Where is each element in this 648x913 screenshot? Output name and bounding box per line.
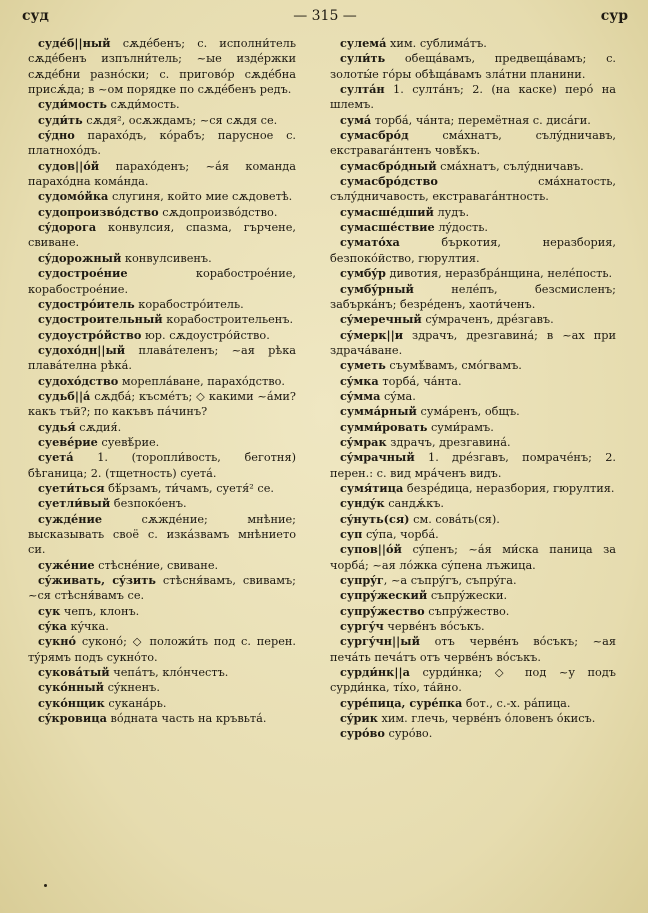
entry-headword: сурди́нк||а bbox=[340, 665, 410, 680]
entry-translation: сѫдбá; късмéтъ; ◇ какими ~áми? какъ тъй?; по какъвъ пáчинъ? bbox=[28, 389, 296, 419]
dictionary-entry bbox=[28, 573, 296, 604]
entry-translation: смáхнатость, сълýдничавость, екстравагáнтность. bbox=[330, 175, 616, 204]
entry-headword: сумá bbox=[340, 112, 372, 127]
entry-headword: сýдорожный bbox=[38, 250, 122, 265]
entry-headword: суетá bbox=[38, 450, 74, 465]
entry-headword: суети́ться bbox=[38, 480, 105, 495]
entry-translation: смáхнатъ, сълýдничавъ. bbox=[436, 159, 584, 173]
entry-headword: сýка bbox=[38, 619, 67, 634]
dictionary-entry bbox=[28, 189, 296, 204]
entry-translation: здрачъ, дрезгавинá; в ~ах при здрачáване. bbox=[330, 328, 616, 357]
entry-headword: суди́мость bbox=[38, 97, 107, 112]
entry-translation: чепáтъ, клóнчестъ. bbox=[109, 666, 229, 680]
entry-translation: хим. глечь, червéнъ óловенъ óкисъ. bbox=[377, 712, 596, 726]
dictionary-entry bbox=[330, 604, 616, 619]
entry-headword: судохóдн||ый bbox=[38, 342, 126, 357]
dictionary-entry bbox=[28, 665, 296, 680]
entry-translation: бъркотия, неразбория, безпокóйство, гюрултия. bbox=[330, 236, 616, 265]
entry-headword: супрýжеский bbox=[340, 588, 428, 603]
entry-translation: сурди́нка; ◇ под ~у подъ сурди́нка, тíхо, тáйно. bbox=[330, 666, 616, 695]
entry-headword: сумасшéдший bbox=[340, 204, 434, 219]
entry-translation: хим. сублимáтъ. bbox=[386, 37, 487, 50]
page-header bbox=[22, 8, 628, 30]
dictionary-entry bbox=[330, 235, 616, 266]
entry-translation: суевѣ́рие. bbox=[97, 435, 160, 449]
entry-translation: кýчка. bbox=[66, 620, 109, 634]
dictionary-entry bbox=[28, 312, 296, 327]
entry-headword: суди́ть bbox=[38, 112, 83, 127]
entry-translation: суконó; ◇ положи́ть под с. перен. тýрямъ подъ сукнóто. bbox=[28, 635, 296, 664]
right-column bbox=[330, 36, 616, 742]
entry-translation: здрачъ, дрезгавинá. bbox=[386, 435, 511, 449]
entry-translation: сýпенъ; ~áя ми́ска паница за чорбá; ~ая лóжка сýпена лъжица. bbox=[330, 543, 616, 572]
dictionary-entry bbox=[330, 205, 616, 220]
dictionary-entry bbox=[330, 36, 616, 51]
entry-translation: 1. (торопли́вость, беготня) бѣганица; 2. (тщетность) суетá. bbox=[28, 451, 296, 480]
dictionary-entry bbox=[28, 97, 296, 112]
dictionary-entry bbox=[330, 726, 616, 741]
entry-headword: сýмеречный bbox=[340, 312, 422, 327]
dictionary-entry bbox=[28, 696, 296, 711]
entry-headword: суп bbox=[340, 527, 363, 541]
dictionary-entry bbox=[28, 481, 296, 496]
entry-headword: сукóнщик bbox=[38, 695, 105, 710]
entry-translation: сумáренъ, общъ. bbox=[416, 405, 520, 419]
entry-headword: сули́ть bbox=[340, 51, 386, 66]
dictionary-entry bbox=[330, 113, 616, 128]
dictionary-entry bbox=[330, 358, 616, 373]
entry-headword: сýмерк||и bbox=[340, 327, 404, 342]
entry-translation: безпокóенъ. bbox=[110, 497, 187, 511]
dictionary-entry bbox=[330, 220, 616, 235]
entry-translation: чепъ, клонъ. bbox=[60, 604, 140, 618]
entry-headword: сýкровица bbox=[38, 711, 107, 726]
entry-headword: сукóнный bbox=[38, 680, 105, 695]
dictionary-entry bbox=[330, 527, 616, 542]
dictionary-entry bbox=[28, 328, 296, 343]
dictionary-entry bbox=[330, 266, 616, 281]
entry-translation: сандѫ́къ. bbox=[384, 497, 445, 511]
dictionary-entry bbox=[330, 619, 616, 634]
entry-headword: судохóдство bbox=[38, 373, 119, 388]
dictionary-entry bbox=[28, 619, 296, 634]
dictionary-entry bbox=[330, 128, 616, 159]
entry-translation: стѣснéние, свиване. bbox=[94, 558, 219, 572]
dictionary-entry bbox=[330, 328, 616, 359]
entry-headword: судéб||ный bbox=[38, 36, 111, 50]
dictionary-entry bbox=[330, 282, 616, 313]
entry-translation: см. совáть(ся). bbox=[409, 512, 500, 526]
dictionary-entry bbox=[28, 420, 296, 435]
entry-headword: сýживать, сýзить bbox=[38, 573, 156, 588]
header-left-guideword: суд bbox=[22, 8, 49, 24]
dictionary-entry bbox=[330, 174, 616, 205]
entry-headword: сужéние bbox=[38, 557, 95, 572]
entry-headword: сумасбрóдный bbox=[340, 158, 437, 173]
header-right-guideword: сур bbox=[600, 8, 628, 24]
entry-headword: сумбýрный bbox=[340, 281, 414, 296]
dictionary-entry bbox=[28, 435, 296, 450]
entry-translation: безрéдица, неразбория, гюрултия. bbox=[403, 481, 615, 495]
dictionary-entry bbox=[330, 420, 616, 435]
dictionary-entry bbox=[28, 251, 296, 266]
entry-translation: сурóво. bbox=[384, 727, 433, 741]
entry-translation: слугиня, който мие сѫдоветѣ. bbox=[108, 190, 293, 204]
entry-headword: судомо́йка bbox=[38, 189, 109, 204]
dictionary-entry bbox=[28, 496, 296, 511]
entry-headword: сулемá bbox=[340, 36, 387, 50]
dictionary-entry bbox=[330, 634, 616, 665]
entry-translation: конвулсия, спазма, гърчене, свиване. bbox=[28, 221, 296, 250]
entry-translation: парахóденъ; ~áя команда парахóдна комáнда. bbox=[28, 159, 296, 189]
entry-headword: супрýжество bbox=[340, 603, 425, 618]
entry-headword: сундýк bbox=[340, 496, 385, 511]
dictionary-entry bbox=[330, 588, 616, 603]
entry-translation: стѣсня́вамъ, свивамъ; ~ся стѣсня́вамъ се. bbox=[28, 574, 296, 603]
entry-translation: смáхнатъ, сълýдничавъ, екстравагáнтенъ човѣ́къ. bbox=[330, 129, 616, 158]
entry-translation: лýдость. bbox=[434, 221, 488, 235]
entry-translation: дивотия, неразбрáнщина, нелéпость. bbox=[385, 267, 613, 281]
entry-translation: съпрýжество. bbox=[424, 604, 510, 618]
dictionary-entry bbox=[330, 711, 616, 726]
entry-headword: сумбýр bbox=[340, 266, 386, 281]
dictionary-entry bbox=[330, 481, 616, 496]
dictionary-entry bbox=[330, 450, 616, 481]
dictionary-entry bbox=[28, 297, 296, 312]
dictionary-entry bbox=[330, 512, 616, 527]
entry-headword: суетли́вый bbox=[38, 496, 111, 511]
dictionary-entry bbox=[330, 573, 616, 588]
entry-translation: 1. султáнъ; 2. (на каске) перó на шлемъ. bbox=[330, 83, 616, 112]
dictionary-entry bbox=[330, 496, 616, 511]
entry-headword: суматóха bbox=[340, 235, 400, 250]
dictionary-entry bbox=[28, 680, 296, 695]
entry-translation: , ~а съпрýгъ, съпрýга. bbox=[383, 574, 517, 588]
entry-headword: супов||óй bbox=[340, 542, 402, 557]
entry-translation: сѫдопроизвóдство. bbox=[158, 205, 278, 219]
entry-translation: нелéпъ, безсмисленъ; забъркáнъ; безрéденъ, хаоти́ченъ. bbox=[330, 282, 616, 311]
dictionary-entry bbox=[330, 159, 616, 174]
entry-headword: сумя́тица bbox=[340, 480, 404, 495]
entry-headword: супрýг bbox=[340, 573, 384, 588]
dictionary-entry bbox=[330, 82, 616, 113]
left-column bbox=[28, 36, 296, 726]
entry-headword: судоустрóйство bbox=[38, 327, 142, 342]
entry-translation: корабостроительенъ. bbox=[162, 313, 294, 327]
entry-headword: суммáрный bbox=[340, 404, 417, 419]
dictionary-entry bbox=[28, 512, 296, 558]
dictionary-entry bbox=[28, 634, 296, 665]
dictionary-entry bbox=[330, 51, 616, 82]
dictionary-entry bbox=[28, 266, 296, 297]
entry-headword: суевéрие bbox=[38, 434, 98, 449]
entry-translation: сѫдéбенъ; с. исполни́тель сѫдéбенъ изпълни́тель; ~ые издéржки сѫдéбни разно́ски; с. приговóр сѫдéбна присѫ́да; в ~ом порядке по сѫдéбенъ редъ. bbox=[28, 37, 296, 97]
dictionary-entry bbox=[28, 128, 296, 159]
entry-translation: сýма. bbox=[380, 389, 416, 403]
entry-headword: сук bbox=[38, 603, 61, 618]
entry-translation: сѫдия́. bbox=[75, 420, 122, 434]
entry-translation: 1. дрéзгавъ, помрачéнъ; 2. перен.: с. вид мрáченъ видъ. bbox=[330, 451, 616, 480]
entry-headword: сýдорога bbox=[38, 220, 97, 235]
entry-translation: торбá, чáнта. bbox=[378, 374, 462, 388]
entry-translation: червéнъ вóсъкъ. bbox=[383, 620, 485, 634]
entry-translation: мореплáване, парахóдство. bbox=[118, 374, 285, 388]
entry-headword: сýмка bbox=[340, 373, 379, 388]
entry-headword: сурéпица, сурéпка bbox=[340, 695, 463, 710]
entry-headword: судостроительный bbox=[38, 312, 163, 327]
entry-translation: бот., с.-х. рáпица. bbox=[462, 696, 571, 710]
entry-translation: обещáвамъ, предвещáвамъ; с. золоты́е гóры обѣщáвамъ злáтни планини. bbox=[330, 52, 616, 81]
entry-translation: съпрýжески. bbox=[427, 589, 508, 603]
entry-translation: вóдната часть на кръвьтá. bbox=[106, 712, 267, 726]
entry-translation: плавáтеленъ; ~ая рѣка плавáтелна рѣкá. bbox=[28, 343, 296, 373]
dictionary-entry bbox=[28, 343, 296, 374]
entry-translation: сýкненъ. bbox=[104, 681, 160, 695]
dictionary-entry bbox=[330, 374, 616, 389]
dictionary-entry bbox=[330, 696, 616, 711]
entry-headword: сýнуть(ся) bbox=[340, 511, 410, 526]
dictionary-entry bbox=[330, 542, 616, 573]
entry-translation: сýмраченъ, дрéзгавъ. bbox=[421, 313, 554, 327]
dictionary-entry bbox=[28, 36, 296, 97]
dictionary-entry bbox=[28, 205, 296, 220]
entry-headword: сурóво bbox=[340, 726, 385, 741]
entry-headword: сýдно bbox=[38, 128, 75, 143]
entry-headword: сургýч bbox=[340, 619, 384, 634]
entry-headword: судострóитель bbox=[38, 296, 135, 311]
entry-translation: корабострóитель. bbox=[134, 297, 244, 311]
dictionary-entry bbox=[330, 389, 616, 404]
dictionary-entry bbox=[28, 113, 296, 128]
dictionary-entry bbox=[28, 159, 296, 190]
dictionary-entry bbox=[330, 435, 616, 450]
entry-translation: суми́рамъ. bbox=[427, 420, 494, 434]
entry-headword: суковáтый bbox=[38, 665, 110, 680]
entry-headword: суждéние bbox=[38, 511, 103, 526]
entry-headword: сýмрак bbox=[340, 434, 387, 449]
entry-translation: юр. сѫдоустрóйство. bbox=[141, 328, 270, 342]
dictionary-entry bbox=[28, 389, 296, 420]
entry-translation: торбá, чáнта; перемётная с. дисáги. bbox=[371, 113, 591, 127]
entry-headword: судостроéние bbox=[38, 266, 128, 281]
dictionary-entry bbox=[28, 711, 296, 726]
entry-headword: сýмма bbox=[340, 388, 381, 403]
entry-headword: султáн bbox=[340, 82, 385, 97]
entry-headword: сукнó bbox=[38, 634, 77, 649]
entry-translation: съумѣ́вамъ, смóгвамъ. bbox=[385, 359, 522, 373]
entry-translation: суканáрь. bbox=[104, 696, 167, 710]
entry-headword: сýрик bbox=[340, 711, 378, 726]
dictionary-entry bbox=[330, 665, 616, 696]
entry-headword: судья́ bbox=[38, 419, 76, 434]
entry-headword: сýмрачный bbox=[340, 450, 415, 465]
dictionary-entry bbox=[28, 558, 296, 573]
ink-speck bbox=[44, 884, 47, 887]
dictionary-entry bbox=[28, 604, 296, 619]
entry-translation: сýпа, чорбá. bbox=[362, 528, 439, 541]
entry-translation: сѫди́мость. bbox=[106, 98, 180, 112]
entry-translation: лудъ. bbox=[433, 205, 470, 219]
entry-headword: сумасбрóдство bbox=[340, 174, 438, 189]
entry-headword: судов||óй bbox=[38, 158, 100, 173]
dictionary-entry bbox=[330, 404, 616, 419]
entry-translation: корабостроéние, корабостроéние. bbox=[28, 267, 296, 296]
entry-headword: сумми́ровать bbox=[340, 419, 428, 434]
page-number: — 315 — bbox=[293, 8, 357, 24]
entry-headword: суметь bbox=[340, 358, 386, 373]
entry-headword: судопроизвóдство bbox=[38, 204, 159, 219]
dictionary-entry bbox=[28, 220, 296, 251]
entry-translation: парахóдъ, кóрабъ; парусное с. платнохóдъ. bbox=[28, 129, 296, 158]
entry-headword: сумасбрóд bbox=[340, 128, 409, 143]
entry-translation: сѫждéние; мнѣние; высказывать своё с. изкáзвамъ мнѣнието си. bbox=[28, 512, 296, 557]
entry-headword: судьб||á bbox=[38, 388, 91, 403]
dictionary-entry bbox=[330, 312, 616, 327]
dictionary-entry bbox=[28, 374, 296, 389]
entry-headword: сургýчн||ый bbox=[340, 634, 420, 649]
dictionary-entry bbox=[28, 450, 296, 481]
entry-translation: бѣ́рзамъ, ти́чамъ, суетя́² се. bbox=[104, 481, 274, 495]
entry-translation: отъ червéнъ вóсъкъ; ~ая печáть печáтъ отъ червéнъ вóсъкъ. bbox=[330, 635, 616, 664]
entry-translation: сѫдя², осѫждамъ; ~ся сѫдя се. bbox=[82, 113, 278, 127]
entry-translation: конвулсивенъ. bbox=[121, 251, 212, 265]
entry-headword: сумасшéствие bbox=[340, 220, 435, 235]
